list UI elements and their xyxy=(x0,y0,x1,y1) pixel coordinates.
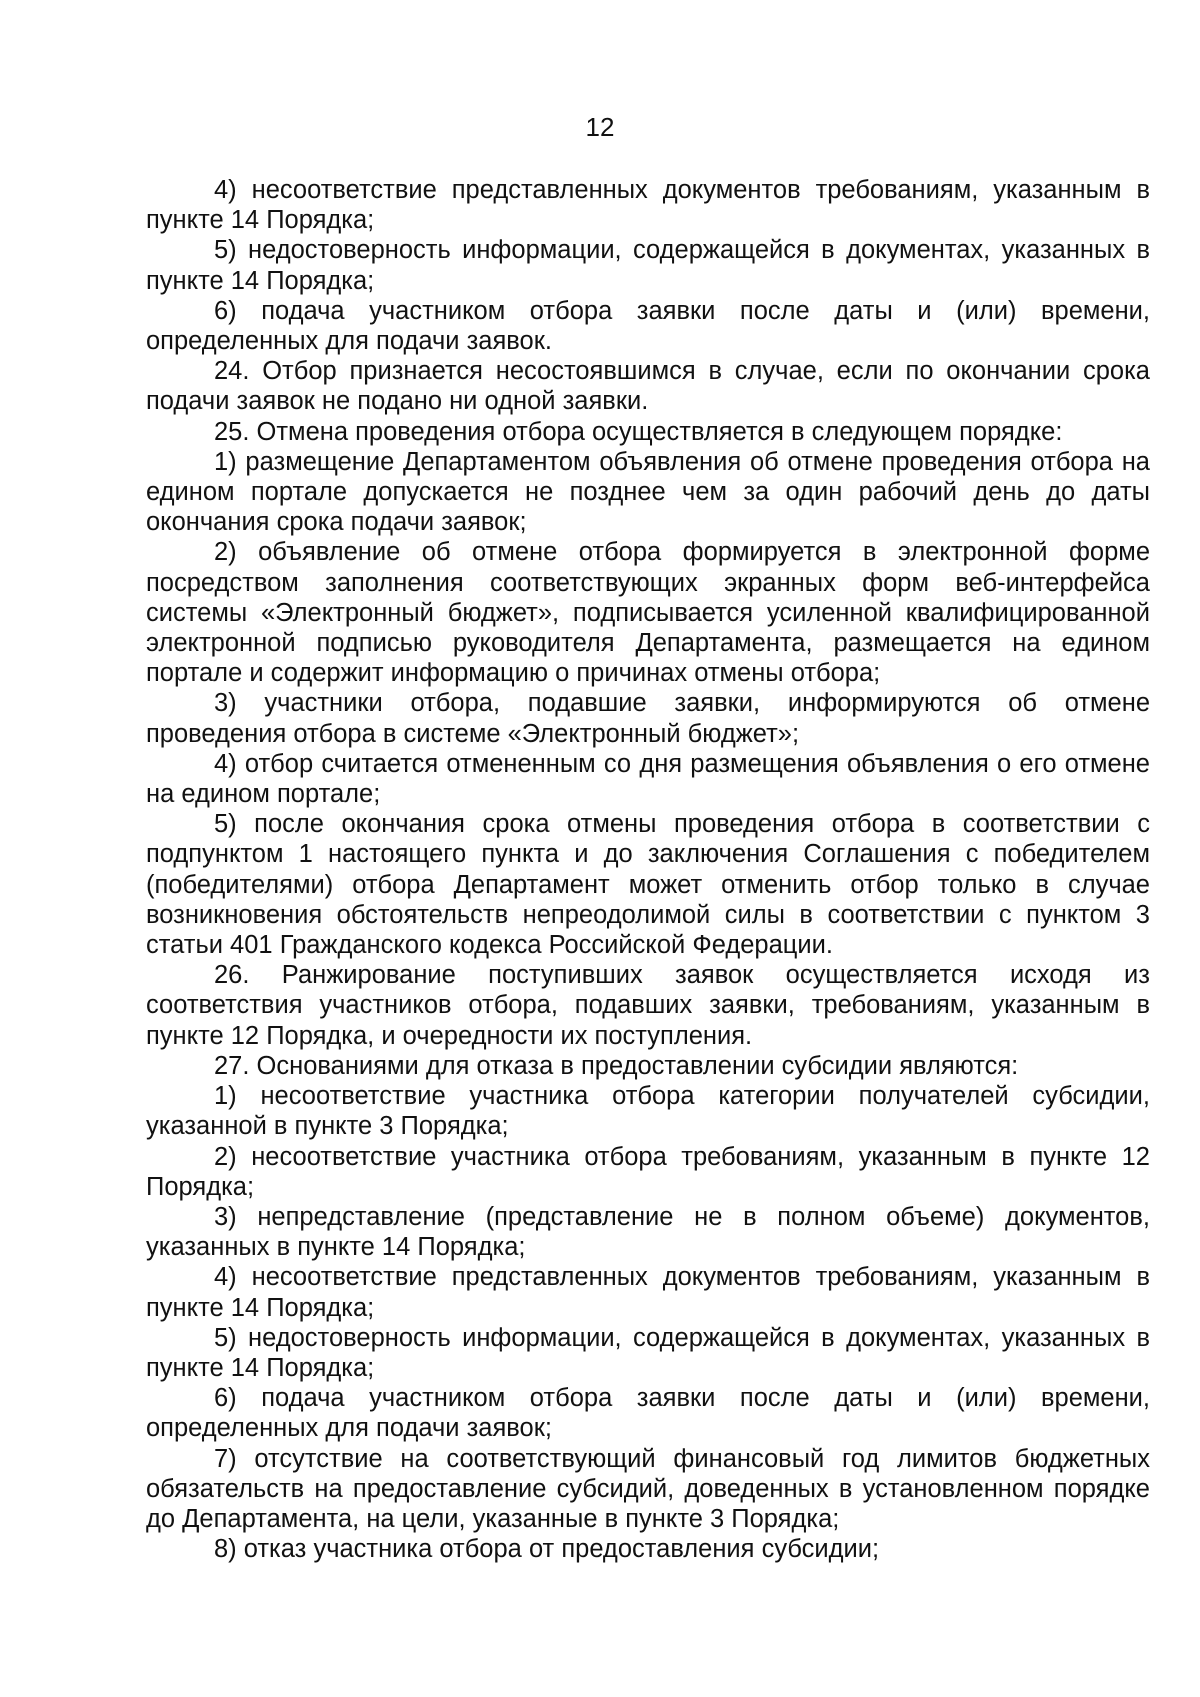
paragraph: 6) подача участником отбора заявки после даты и (или) времени, определенных для подачи заявок; xyxy=(146,1384,1150,1443)
paragraph: 4) несоответствие представленных документов требованиям, указанным в пункте 14 Порядка; xyxy=(146,176,1150,235)
paragraph: 25. Отмена проведения отбора осуществляется в следующем порядке: xyxy=(214,417,1063,446)
paragraph: 3) непредставление (представление не в полном объеме) документов, указанных в пункте 14 Порядка; xyxy=(146,1202,1150,1262)
paragraph: 1) размещение Департаментом объявления об отмене проведения отбора на едином портале допускается не позднее чем за один рабочий день до даты окончания срока подачи заявок; xyxy=(146,447,1150,537)
paragraph: 27. Основаниями для отказа в предоставлении субсидии являются: xyxy=(214,1051,1019,1080)
paragraph: 6) подача участником отбора заявки после даты и (или) времени, определенных для подачи заявок. xyxy=(146,296,1150,356)
paragraph: 5) после окончания срока отмены проведения отбора в соответствии с подпунктом 1 настоящего пункта и до заключения Соглашения с победителем (победителями) отбора Департамент может отменить отбор только в случае возникновения обстоятельств непреодолимой силы в соответствии с пунктом 3 статьи 401 Гражданского кодекса Российской Федерации. xyxy=(146,810,1150,960)
paragraph: 5) недостоверность информации, содержащейся в документах, указанных в пункте 14 Порядка; xyxy=(146,236,1150,295)
paragraph: 7) отсутствие на соответствующий финансовый год лимитов бюджетных обязательств на предоставление субсидий, доведенных в установленном порядке до Департамента, на цели, указанные в пункте 3 Порядка; xyxy=(146,1444,1150,1533)
paragraph: 4) отбор считается отмененным со дня размещения объявления о его отмене на едином портале; xyxy=(146,749,1150,809)
paragraph: 2) несоответствие участника отбора требованиям, указанным в пункте 12 Порядка; xyxy=(146,1142,1150,1201)
paragraph: 2) объявление об отмене отбора формируется в электронной форме посредством заполнения соответствующих экранных форм веб-интерфейса системы «Электронный бюджет», подписывается усиленной квалифицированной электронной подписью руководителя Департамента, размещается на едином портале и содержит информацию о причинах отмены отбора; xyxy=(146,538,1150,688)
page-number: 12 xyxy=(585,112,615,142)
paragraph: 3) участники отбора, подавшие заявки, информируются об отмене проведения отбора в системе «Электронный бюджет»; xyxy=(146,689,1150,748)
paragraph: 26. Ранжирование поступивших заявок осуществляется исходя из соответствия участников отбора, подавших заявки, требованиям, указанным в пункте 12 Порядка, и очередности их поступления. xyxy=(146,961,1150,1050)
paragraph: 8) отказ участника отбора от предоставления субсидии; xyxy=(214,1535,880,1564)
paragraph: 5) недостоверность информации, содержащейся в документах, указанных в пункте 14 Порядка; xyxy=(146,1323,1150,1382)
paragraph: 24. Отбор признается несостоявшимся в случае, если по окончании срока подачи заявок не подано ни одной заявки. xyxy=(146,357,1150,416)
document-body xyxy=(146,175,1150,1564)
paragraph: 4) несоответствие представленных документов требованиям, указанным в пункте 14 Порядка; xyxy=(146,1263,1150,1322)
paragraph: 1) несоответствие участника отбора категории получателей субсидии, указанной в пункте 3 Порядка; xyxy=(146,1082,1150,1141)
